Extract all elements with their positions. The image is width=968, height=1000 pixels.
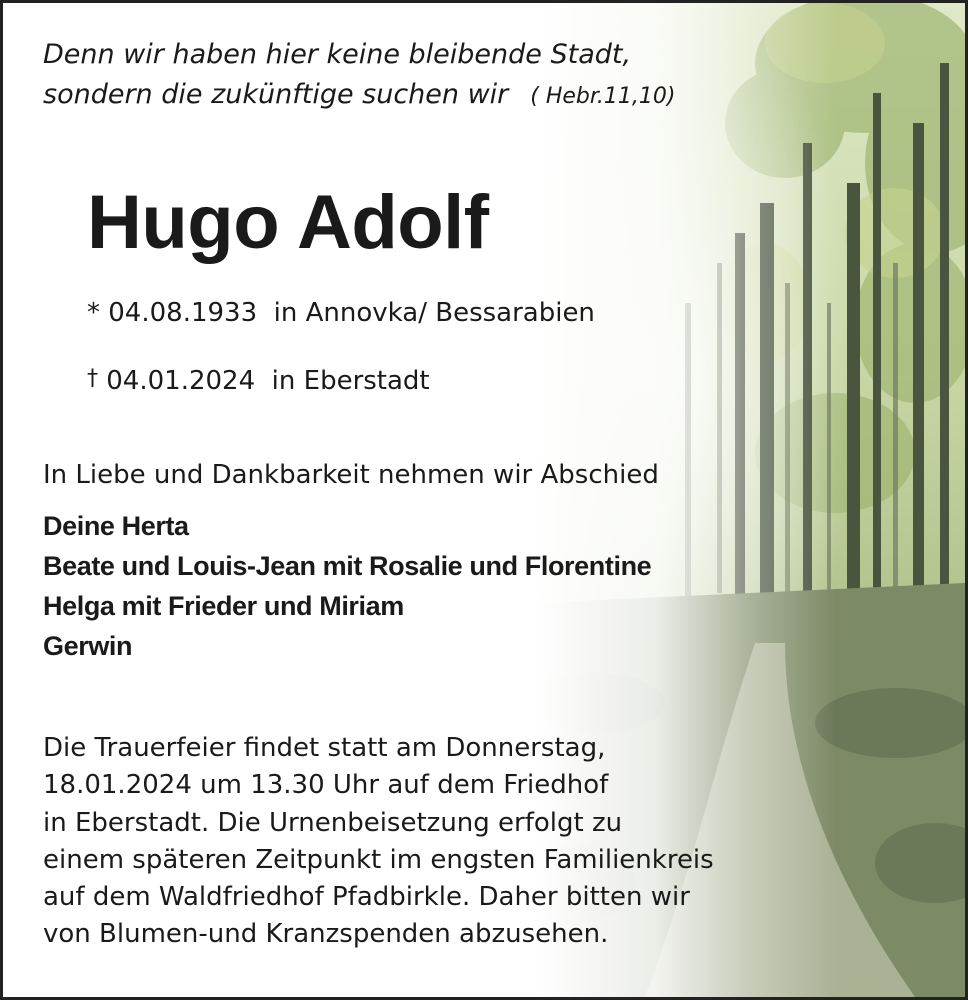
death-date: 04.01.2024 <box>106 366 256 396</box>
cross-icon: † <box>87 366 98 391</box>
obituary-text <box>3 3 968 1000</box>
bible-verse <box>43 35 723 117</box>
mourner-line: Deine Herta <box>43 511 189 541</box>
birth-line <box>87 296 595 330</box>
service-details <box>43 730 763 954</box>
mourner-line: Helga mit Frieder und Miriam <box>43 591 404 621</box>
service-line: in Eberstadt. Die Urnenbeisetzung erfolgt zu <box>43 807 623 838</box>
verse-line-2 <box>43 75 723 117</box>
birth-date: 04.08.1933 <box>108 298 258 328</box>
death-line <box>87 364 430 400</box>
death-place: in Eberstadt <box>271 366 430 396</box>
birth-place: in Annovka/ Bessarabien <box>273 298 595 328</box>
service-line: Die Trauerfeier findet statt am Donnerstag, <box>43 733 606 763</box>
mourner-line: Beate und Louis-Jean mit Rosalie und Florentine <box>43 551 652 581</box>
verse-reference: ( Hebr.11,10) <box>530 84 676 109</box>
deceased-name: Hugo Adolf <box>87 180 489 265</box>
service-line: von Blumen-und Kranzspenden abzusehen. <box>43 919 609 950</box>
mourners-list <box>43 506 651 666</box>
birth-symbol: * <box>87 298 100 328</box>
service-line: auf dem Waldfriedhof Pfadbirkle. Daher bitten wir <box>43 882 690 913</box>
farewell-text: In Liebe und Dankbarkeit nehmen wir Abschied <box>43 460 659 490</box>
verse-line-2-text: sondern die zukünftige suchen wir <box>43 79 509 110</box>
verse-line-1: Denn wir haben hier keine bleibende Stadt, <box>43 39 632 70</box>
service-line: 18.01.2024 um 13.30 Uhr auf dem Friedhof <box>43 770 609 801</box>
mourner-line: Gerwin <box>43 631 133 661</box>
service-line: einem späteren Zeitpunkt im engsten Familienkreis <box>43 844 714 875</box>
